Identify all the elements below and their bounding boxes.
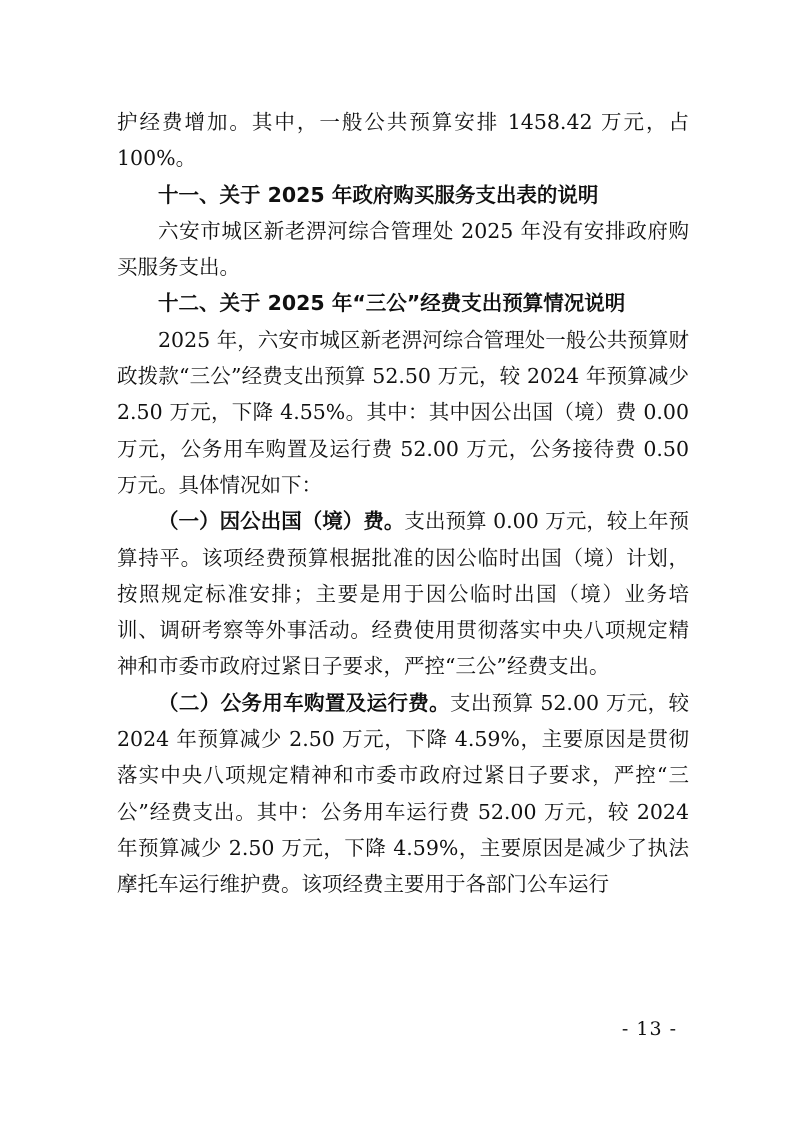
paragraph-purchase-services: 六安市城区新老淠河综合管理处 2025 年没有安排政府购买服务支出。 xyxy=(117,218,689,280)
page-number: - 13 - xyxy=(621,1018,677,1040)
body-overseas-travel: 支出预算 0.00 万元，较上年预算持平。该项经费预算根据批准的因公临时出国（境）计划，按照规定标准安排；主要是用于因公临时出国（境）业务培训、调研考察等外事活动。经费使用贯彻落实中央八项规定精神和市委市政府过紧日子要求，严控“三公”经费支出。 xyxy=(117,509,689,679)
lead-official-vehicles: （二）公务用车购置及运行费。 xyxy=(158,690,451,715)
section-heading-11: 十一、关于 2025 年政府购买服务支出表的说明 xyxy=(158,182,599,207)
body-official-vehicles: 支出预算 52.00 万元，较 2024 年预算减少 2.50 万元，下降 4.59%，主要原因是贯彻落实中央八项规定精神和市委市政府过紧日子要求，严控“三公”经费支出。其中：公务用车运行费 52.00 万元，较 2024 年预算减少 2.50 万元，下降 4.59%，主要原因是减少了执法摩托车运行维护费。该项经费主要用于各部门公车运行 xyxy=(117,690,689,897)
paragraph-overseas-travel xyxy=(117,503,689,684)
document-body xyxy=(117,104,689,903)
paragraph-three-public-summary: 2025 年，六安市城区新老淠河综合管理处一般公共预算财政拨款“三公”经费支出预算 52.50 万元，较 2024 年预算减少 2.50 万元，下降 4.55%。其中：其中因公出国（境）费 0.00 万元，公务用车购置及运行费 52.00 万元，公务接待费 0.50 万元。具体情况如下： xyxy=(117,327,689,497)
lead-overseas-travel: （一）因公出国（境）费。 xyxy=(158,509,405,534)
paragraph-official-vehicles xyxy=(117,685,689,903)
section-heading-12: 十二、关于 2025 年“三公”经费支出预算情况说明 xyxy=(158,291,626,316)
paragraph-continuation: 护经费增加。其中，一般公共预算安排 1458.42 万元，占 100%。 xyxy=(117,110,689,171)
